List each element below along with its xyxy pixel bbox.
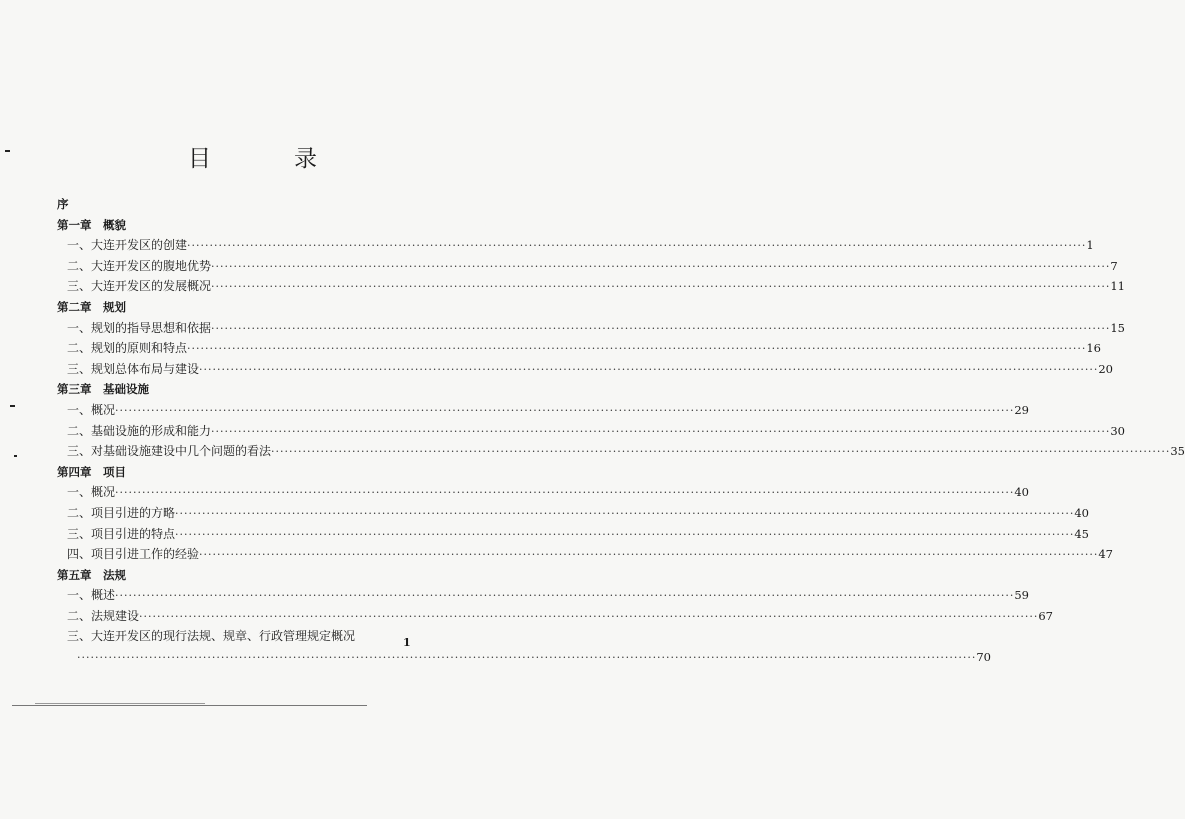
toc-entry	[57, 503, 1089, 524]
entry-title: 三、大连开发区的发展概况	[67, 279, 212, 294]
entry-page-number: 59	[1014, 588, 1029, 603]
chapter-number: 第二章	[57, 299, 92, 314]
entry-title: 三、对基础设施建设中几个问题的看法	[67, 444, 272, 459]
toc-entry	[57, 606, 1053, 627]
entry-title: 一、规划的指导思想和依据	[67, 320, 212, 335]
dot-leader: ········································································································································································································	[115, 486, 1015, 500]
dot-leader: ········································································································································································································	[139, 609, 1039, 623]
toc-entry	[57, 482, 1029, 503]
scan-speck	[14, 455, 17, 457]
dot-leader: ········································································································································································································	[199, 362, 1099, 376]
dot-leader: ········································································································································································································	[175, 527, 1075, 541]
dot-leader: ········································································································································································································	[211, 424, 1111, 438]
toc-entry	[57, 256, 1118, 277]
dot-leader: ········································································································································································································	[199, 548, 1099, 562]
entry-title: 四、项目引进工作的经验	[67, 547, 200, 562]
scan-divider-mark	[35, 703, 205, 704]
dot-leader: ········································································································································································································	[77, 651, 977, 665]
dot-leader: ········································································································································································································	[211, 259, 1111, 273]
toc-entry-continuation	[57, 647, 991, 668]
toc-entry	[57, 235, 1094, 256]
chapter-number: 第一章	[57, 217, 92, 232]
chapter-number: 第四章	[57, 464, 92, 479]
toc-entry	[57, 626, 412, 647]
entry-title: 三、项目引进的特点	[67, 526, 176, 541]
toc-chapter-heading	[57, 379, 412, 400]
entry-page-number: 40	[1014, 485, 1029, 500]
dot-leader: ········································································································································································································	[187, 239, 1087, 253]
entry-title: 一、概述	[67, 588, 116, 603]
page-title: 目 录	[188, 146, 347, 172]
toc-entry	[57, 359, 1113, 380]
dot-leader: ········································································································································································································	[175, 506, 1075, 520]
toc-entry	[57, 338, 1101, 359]
entry-page-number: 1	[1086, 238, 1094, 253]
toc-entry	[57, 400, 1029, 421]
entry-title: 一、概况	[67, 402, 116, 417]
dot-leader: ········································································································································································································	[115, 403, 1015, 417]
entry-page-number: 70	[976, 650, 991, 665]
scan-divider	[12, 705, 367, 706]
scan-speck	[5, 150, 10, 152]
dot-leader: ········································································································································································································	[211, 321, 1111, 335]
toc-entry	[57, 524, 1089, 545]
entry-page-number: 11	[1110, 279, 1125, 294]
dot-leader: ········································································································································································································	[271, 445, 1171, 459]
entry-page-number: 29	[1014, 402, 1029, 417]
entry-page-number: 35	[1170, 444, 1185, 459]
entry-page-number: 15	[1110, 320, 1125, 335]
dot-leader: ········································································································································································································	[211, 280, 1111, 294]
dot-leader: ········································································································································································································	[115, 589, 1015, 603]
toc-chapter-heading	[57, 565, 412, 586]
toc-entry	[57, 276, 1125, 297]
toc-chapter-heading	[57, 462, 412, 483]
entry-page-number: 7	[1110, 258, 1118, 273]
toc-chapter-heading	[57, 194, 412, 215]
entry-title: 三、规划总体布局与建设	[67, 361, 200, 376]
entry-title: 二、法规建设	[67, 608, 140, 623]
entry-title: 二、规划的原则和特点	[67, 341, 188, 356]
chapter-number: 第三章	[57, 382, 92, 397]
entry-title: 三、大连开发区的现行法规、规章、行政管理规定概况	[67, 629, 356, 644]
toc-entry	[57, 421, 1125, 442]
entry-title: 二、基础设施的形成和能力	[67, 423, 212, 438]
entry-page-number: 45	[1074, 526, 1089, 541]
toc-entry	[57, 441, 1185, 462]
chapter-number: 第五章	[57, 567, 92, 582]
chapter-title: 法规	[103, 567, 126, 582]
entry-page-number: 67	[1038, 608, 1053, 623]
toc-chapter-heading	[57, 215, 412, 236]
entry-page-number: 47	[1098, 547, 1113, 562]
chapter-title: 项目	[103, 464, 126, 479]
toc-entry	[57, 585, 1029, 606]
table-of-contents	[57, 194, 1185, 668]
entry-title: 一、概况	[67, 485, 116, 500]
toc-entry	[57, 318, 1125, 339]
entry-page-number: 40	[1074, 505, 1089, 520]
entry-title: 一、大连开发区的创建	[67, 238, 188, 253]
toc-chapter-heading	[57, 297, 412, 318]
page-number: 1	[403, 636, 411, 649]
chapter-title: 规划	[103, 299, 126, 314]
scan-speck	[10, 405, 15, 407]
entry-page-number: 20	[1098, 361, 1113, 376]
entry-title: 二、项目引进的方略	[67, 505, 176, 520]
dot-leader: ········································································································································································································	[187, 342, 1087, 356]
entry-title: 二、大连开发区的腹地优势	[67, 258, 212, 273]
entry-page-number: 30	[1110, 423, 1125, 438]
entry-page-number: 16	[1086, 341, 1101, 356]
chapter-number: 序	[57, 197, 69, 211]
chapter-title: 基础设施	[103, 382, 149, 397]
toc-entry	[57, 544, 1113, 565]
chapter-title: 概貌	[103, 217, 126, 232]
